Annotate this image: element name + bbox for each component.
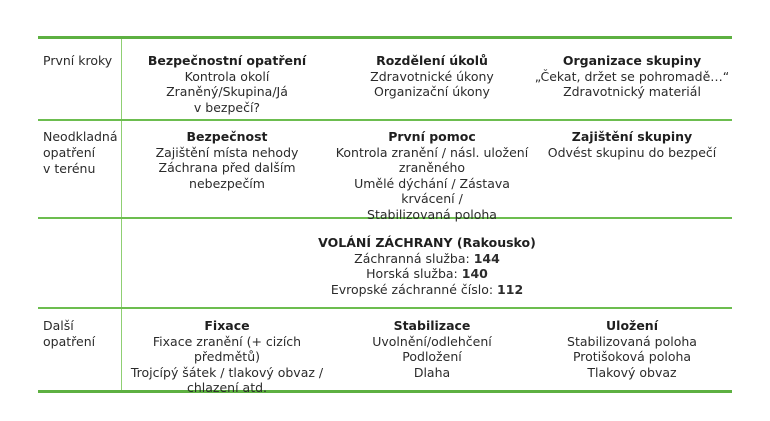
row-label	[38, 39, 122, 119]
cell-heading: Organizace skupiny	[562, 53, 702, 68]
cell-group-security	[532, 129, 732, 217]
cell-line: Zraněný/Skupina/Já	[166, 84, 288, 99]
cell-line: Zajištění místa nehody	[155, 144, 299, 160]
cell-heading: Stabilizace	[393, 318, 471, 333]
cell-heading: Rozdělení úkolů	[376, 53, 488, 68]
cell-line: Trojcípý šátek / tlakový obvaz /	[130, 364, 324, 380]
cell-heading: První pomoc	[388, 129, 476, 144]
cell-line: Stabilizovaná poloha	[367, 206, 497, 222]
cell-line: chlazení atd.	[186, 380, 268, 395]
emergency-number: 140	[461, 266, 488, 281]
cell-heading: Zajištění skupiny	[571, 129, 693, 144]
row-content	[122, 219, 732, 307]
cell-safety	[122, 129, 332, 217]
cell-emergency-numbers	[122, 235, 732, 307]
table-row-further-measures	[38, 309, 732, 395]
emergency-label: Horská služba:	[366, 266, 462, 281]
cell-safety-measures	[122, 53, 332, 119]
emergency-label: Evropské záchranné číslo:	[330, 281, 498, 297]
cell-first-aid	[332, 129, 532, 222]
row-label-line: v terénu	[43, 161, 96, 176]
table-row-emergency-call	[38, 219, 732, 307]
row-label-line: Neodkladná	[43, 129, 118, 144]
emergency-number: 112	[497, 281, 524, 297]
cell-line: Kontrola zranění / násl. uložení	[335, 144, 529, 160]
emergency-number: 144	[473, 250, 500, 266]
cell-line: Umělé dýchání / Zástava krvácení /	[354, 175, 510, 206]
cell-line: Zdravotnický materiál	[563, 84, 701, 99]
cell-heading: Bezpečnostní opatření	[147, 53, 307, 68]
cell-heading: Fixace	[204, 318, 250, 333]
cell-line: „Čekat, držet se pohromadě…“	[534, 68, 730, 84]
cell-line: Zdravotnické úkony	[370, 68, 494, 84]
row-label-line: opatření	[43, 145, 96, 160]
cell-line: v bezpečí?	[193, 99, 261, 115]
row-label-line: Další	[43, 318, 74, 333]
table-row-urgent-measures	[38, 121, 732, 222]
cell-line: Dlaha	[413, 364, 451, 380]
cell-line: zraněného	[398, 160, 466, 175]
cell-line: Fixace zranění (+ cizích předmětů)	[152, 333, 302, 364]
cell-group-organization	[532, 53, 732, 119]
cell-line: Protišoková poloha	[572, 349, 692, 364]
table-row-first-steps	[38, 39, 732, 119]
cell-positioning	[532, 318, 732, 390]
cell-line: Kontrola okolí	[184, 68, 270, 84]
emergency-line-rescue	[122, 251, 732, 267]
row-content	[122, 39, 732, 119]
emergency-line-mountain	[122, 266, 732, 282]
row-label-line: První kroky	[43, 53, 113, 68]
cell-line: Organizační úkony	[374, 84, 490, 99]
cell-heading: Bezpečnost	[186, 129, 268, 144]
emergency-heading: VOLÁNÍ ZÁCHRANY (Rakousko)	[318, 235, 536, 250]
row-label-line: opatření	[43, 334, 96, 349]
cell-heading: Uložení	[606, 318, 658, 333]
cell-task-allocation	[332, 53, 532, 119]
cell-line: Uvolnění/odlehčení	[372, 333, 492, 349]
row-label	[38, 121, 122, 217]
cell-stabilization	[332, 318, 532, 390]
cell-line: Odvést skupinu do bezpečí	[547, 144, 717, 160]
cell-line: Tlakový obvaz	[587, 364, 677, 380]
emergency-label: Záchranná služba:	[354, 250, 474, 266]
row-label	[38, 309, 122, 390]
cell-line: Podložení	[402, 349, 462, 364]
cell-line: Stabilizovaná poloha	[567, 333, 697, 349]
row-label	[38, 219, 122, 307]
row-content	[122, 309, 732, 395]
emergency-line-european	[122, 282, 732, 298]
first-aid-table	[38, 36, 732, 393]
cell-line: nebezpečím	[189, 175, 265, 191]
cell-line: Záchrana před dalším	[158, 160, 296, 175]
cell-fixation	[122, 318, 332, 395]
row-content	[122, 121, 732, 222]
